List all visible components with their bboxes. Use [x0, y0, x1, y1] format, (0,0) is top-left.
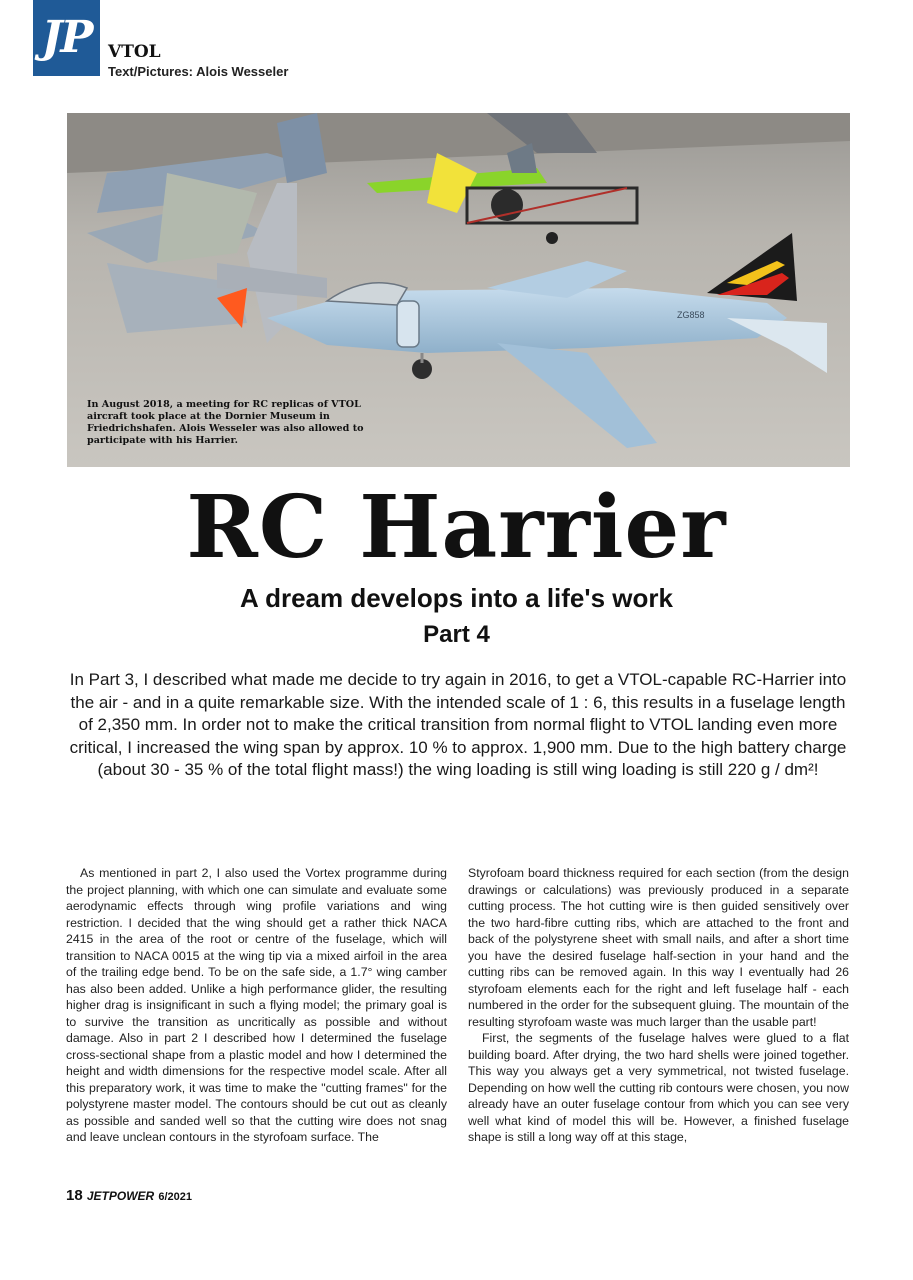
issue-number: 6/2021 [158, 1191, 193, 1203]
magazine-name: JETPOWER [86, 1189, 155, 1203]
section-label: VTOL [108, 42, 161, 62]
article-subtitle: A dream develops into a life's work [240, 583, 673, 613]
body-column-right [468, 865, 849, 1146]
paragraph: First, the segments of the fuselage halves were glued to a flat building board. After drying, the two hard shells were joined together. This way you always get a very symmetrical, not twisted fuselage. Depending on how well the cutting rib contours were chosen, you now already have an outer fuselage contour from which you can see very well what kind of model this will be. However, a finished fuselage shape is still a long way off at this stage, [468, 1031, 849, 1144]
page-number: 18 [66, 1187, 83, 1204]
byline: Text/Pictures: Alois Wesseler [108, 64, 289, 79]
magazine-logo: JP [33, 0, 100, 76]
paragraph: Styrofoam board thickness required for each section (from the design drawings or calculations) was previously produced in a separate cutting process. The hot cutting wire is then guided sensitively over the two hard-fibre cutting ribs, which are attached to the front and back of the polystyrene sheet with small nails, and after a short time you have the desired fuselage half-section in your hand and the cutting ribs can be removed again. In this way I eventually had 26 styrofoam elements each for the right and left fuselage half - each numbered in the order for the subsequent gluing. The mountain of the resulting styrofoam waste was much larger than the usable part! [468, 866, 849, 1029]
article-intro: In Part 3, I described what made me decide to try again in 2016, to get a VTOL-capable RC-Harrier into the air - and in a quite remarkable size. With the intended scale of 1 : 6, this results in a fuselage length of 2,350 mm. In order not to make the critical transition from normal flight to VTOL landing even more critical, I increased the wing span by approx. 10 % to approx. 1,900 mm. Due to the high battery charge (about 30 - 35 % of the total flight mass!) the wing loading is still wing loading is still 220 g / dm²! [69, 670, 847, 779]
photo-caption: In August 2018, a meeting for RC replicas of VTOL aircraft took place at the Dornier Museum in Friedrichshafen. Alois Wesseler was also allowed to participate with his Harrier. [87, 399, 364, 446]
article-part: Part 4 [423, 621, 490, 648]
hero-photo [67, 113, 850, 467]
article-title: RC Harrier [186, 477, 727, 578]
page-footer [66, 1187, 192, 1204]
body-column-left [66, 865, 447, 1146]
paragraph: As mentioned in part 2, I also used the Vortex programme during the project planning, with which one can simulate and evaluate some aerodynamic effects through wing profile variations and wing restriction. I decided that the wing should get a rather thick NACA 2415 in the area of the root or centre of the fuselage, which will transition to NACA 0015 at the wing tip via a mixed airfoil in the area of the trailing edge bend. To be on the safe side, a 1.7° wing camber has also been added. Unlike a high performance glider, the resulting higher drag is insignificant in such a flying model; the primary goal is to survive the transition as uncritically as possible and without damage. Also in part 2 I described how I determined the fuselage cross-sectional shape from a plastic model and how I determined the height and width dimensions for the respective model scale. After all this preparatory work, it was time to make the "cutting frames" for the polystyrene master model. The contours should be cut out as cleanly as possible and sanded well so that the cutting wire does not snag and leave unclean contours in the styrofoam surface. The [66, 866, 447, 1144]
aircraft-code: ZG858 [677, 310, 705, 320]
